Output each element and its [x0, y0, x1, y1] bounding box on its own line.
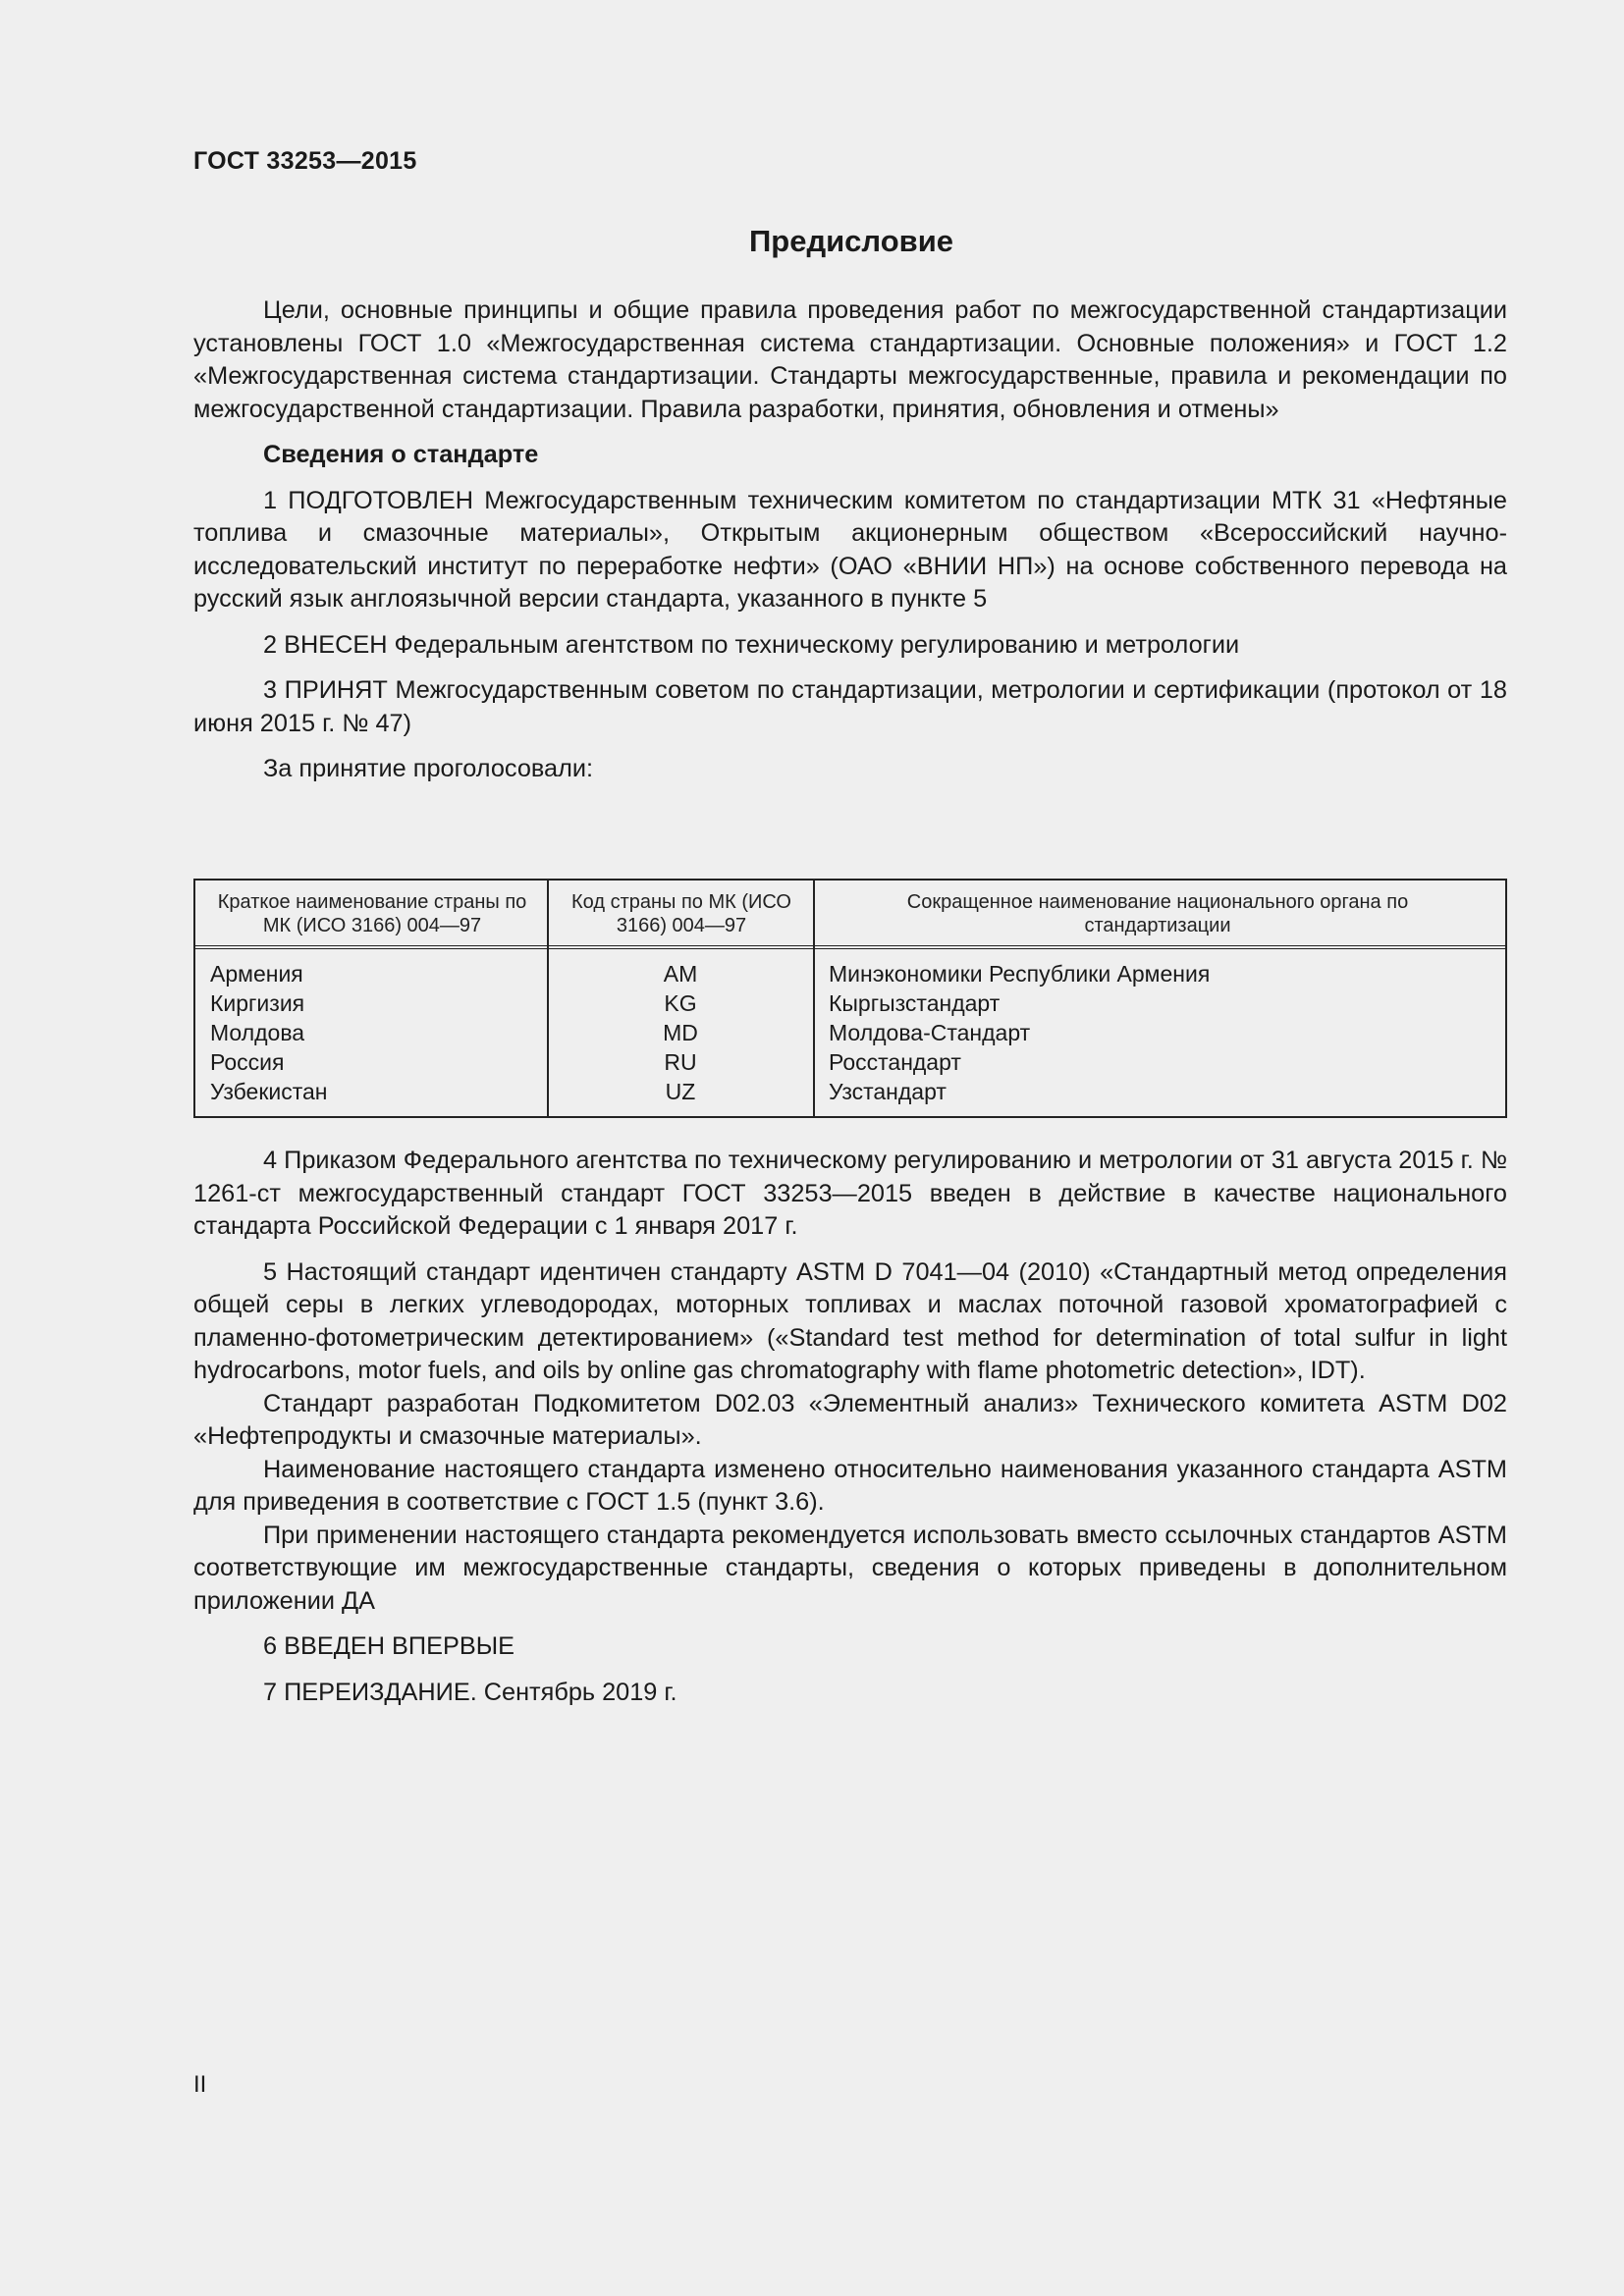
- item-5-paragraph: 5 Настоящий стандарт идентичен стандарту ASTM D 7041—04 (2010) «Стандартный метод определения общей серы в легких углеводородах, моторных топливах и маслах поточной газовой хроматографией с пламенно-фотометрическим детектированием» («Standard test method for determination of total sulfur in light hydrocarbons, motor fuels, and oils by online gas chromatography with flame photometric detection», IDT).: [193, 1257, 1507, 1384]
- preface-body: [193, 294, 1507, 786]
- code-cell: AM: [663, 961, 698, 987]
- body-cell: Молдова-Стандарт: [829, 1020, 1031, 1045]
- section-heading: Сведения о стандарте: [263, 441, 539, 468]
- item-5-references: При применении настоящего стандарта рекомендуется использовать вместо ссылочных стандартов ASTM соответствующие им межгосударственные стандарты, сведения о которых приведены в дополнительном приложении ДА: [193, 1521, 1507, 1615]
- country-column: [210, 959, 328, 1106]
- body-cell: Росстандарт: [829, 1049, 961, 1075]
- code-cell: KG: [664, 990, 697, 1016]
- header-country: Краткое наименование страны по МК (ИСО 3166) 004—97: [217, 891, 527, 936]
- item-2-paragraph: 2 ВНЕСЕН Федеральным агентством по техническому регулированию и метрологии: [263, 630, 1240, 659]
- code-cell: MD: [663, 1020, 698, 1045]
- body-cell: Узстандарт: [829, 1079, 947, 1104]
- intro-paragraph: Цели, основные принципы и общие правила проведения работ по межгосударственной стандартизации установлены ГОСТ 1.0 «Межгосударственная система стандартизации. Основные положения» и ГОСТ 1.2 «Межгосударственная система стандартизации. Стандарты межгосударственные, правила и рекомендации по межгосударственной стандартизации. Правила разработки, принятия, обновления и отмены»: [193, 296, 1507, 423]
- page-title: Предисловие: [748, 224, 953, 258]
- body-cell: Минэкономики Республики Армения: [829, 961, 1211, 987]
- country-cell: Армения: [210, 961, 303, 987]
- vote-label: За принятие проголосовали:: [263, 755, 594, 782]
- document-code: ГОСТ 33253—2015: [193, 147, 417, 175]
- page-number: II: [193, 2071, 207, 2098]
- column-divider: [813, 881, 815, 1116]
- voting-table: [193, 879, 1507, 1118]
- country-cell: Россия: [210, 1049, 285, 1075]
- item-7-paragraph: 7 ПЕРЕИЗДАНИЕ. Сентябрь 2019 г.: [263, 1678, 677, 1706]
- code-column: [549, 959, 812, 1106]
- item-6-paragraph: 6 ВВЕДЕН ВПЕРВЫЕ: [263, 1632, 514, 1660]
- item-1-paragraph: 1 ПОДГОТОВЛЕН Межгосударственным техническим комитетом по стандартизации МТК 31 «Нефтяные топлива и смазочные материалы», Открытым акционерным обществом «Всероссийский научно-исследовательский институт по переработке нефти» (ОАО «ВНИИ НП») на основе собственного перевода на русский язык англоязычной версии стандарта, указанного в пункте 5: [193, 486, 1507, 613]
- header-body: Сокращенное наименование национального органа по стандартизации: [906, 891, 1409, 936]
- country-cell: Узбекистан: [210, 1079, 328, 1104]
- header-code: Код страны по МК (ИСО 3166) 004—97: [571, 891, 791, 936]
- item-3-paragraph: 3 ПРИНЯТ Межгосударственным советом по стандартизации, метрологии и сертификации (протокол от 18 июня 2015 г. № 47): [193, 676, 1507, 737]
- item-5-name-change: Наименование настоящего стандарта изменено относительно наименования указанного стандарта ASTM для приведения в соответствие с ГОСТ 1.5 (пункт 3.6).: [193, 1455, 1507, 1516]
- code-cell: RU: [664, 1049, 697, 1075]
- item-4-paragraph: 4 Приказом Федерального агентства по техническому регулированию и метрологии от 31 августа 2015 г. № 1261-ст межгосударственный стандарт ГОСТ 33253—2015 введен в действие в качестве национального стандарта Российской Федерации с 1 января 2017 г.: [193, 1147, 1507, 1240]
- country-cell: Молдова: [210, 1020, 305, 1045]
- item-5-developer: Стандарт разработан Подкомитетом D02.03 «Элементный анализ» Технического комитета ASTM D02 «Нефтепродукты и смазочные материалы».: [193, 1389, 1507, 1450]
- country-cell: Киргизия: [210, 990, 305, 1016]
- body-cell: Кыргызстандарт: [829, 990, 1001, 1016]
- code-cell: UZ: [665, 1079, 696, 1104]
- preface-body-continued: [193, 1145, 1507, 1709]
- body-column: [829, 959, 1210, 1106]
